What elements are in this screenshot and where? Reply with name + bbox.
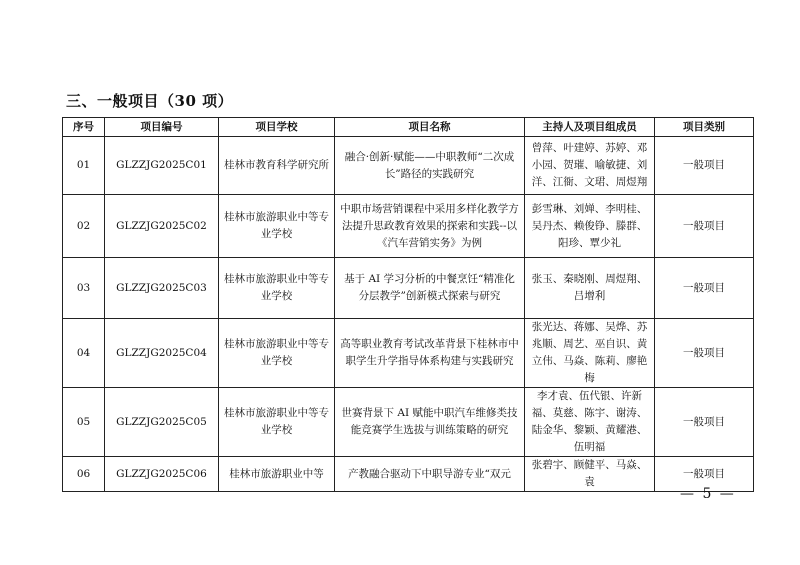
cell-code: GLZZJG2025C06 xyxy=(105,457,219,492)
cell-code: GLZZJG2025C03 xyxy=(105,258,219,319)
cell-school: 桂林市旅游职业中等专业学校 xyxy=(219,388,335,457)
cell-seq: 06 xyxy=(63,457,105,492)
cell-category: 一般项目 xyxy=(655,258,754,319)
cell-school: 桂林市旅游职业中等专业学校 xyxy=(219,319,335,388)
cell-project-name: 高等职业教育考试改革背景下桂林市中职学生升学指导体系构建与实践研究 xyxy=(335,319,525,388)
cell-code: GLZZJG2025C05 xyxy=(105,388,219,457)
header-members: 主持人及项目组成员 xyxy=(525,118,655,137)
cell-members: 彭雪琳、刘婵、李明桂、吴丹杰、赖俊铮、滕群、阳珍、覃少礼 xyxy=(525,195,655,258)
cell-category: 一般项目 xyxy=(655,457,754,492)
header-category: 项目类别 xyxy=(655,118,754,137)
cell-category: 一般项目 xyxy=(655,388,754,457)
table-header-row xyxy=(63,118,754,137)
cell-category: 一般项目 xyxy=(655,195,754,258)
header-name: 项目名称 xyxy=(335,118,525,137)
cell-seq: 01 xyxy=(63,137,105,195)
header-seq: 序号 xyxy=(63,118,105,137)
cell-code: GLZZJG2025C02 xyxy=(105,195,219,258)
cell-school: 桂林市旅游职业中等 xyxy=(219,457,335,492)
cell-seq: 03 xyxy=(63,258,105,319)
page-number: — 5 — xyxy=(680,486,736,502)
table-row xyxy=(63,137,754,195)
cell-project-name: 中职市场营销课程中采用多样化教学方法提升思政教育效果的探索和实践--以《汽车营销实务》为例 xyxy=(335,195,525,258)
cell-seq: 04 xyxy=(63,319,105,388)
cell-seq: 02 xyxy=(63,195,105,258)
cell-seq: 05 xyxy=(63,388,105,457)
cell-members: 张碧宇、顾健平、马焱、袁 xyxy=(525,457,655,492)
cell-code: GLZZJG2025C01 xyxy=(105,137,219,195)
table-row xyxy=(63,258,754,319)
cell-project-name: 融合·创新·赋能——中职教师“二次成长”路径的实践研究 xyxy=(335,137,525,195)
cell-project-name: 世赛背景下 AI 赋能中职汽车维修类技能竞赛学生选拔与训练策略的研究 xyxy=(335,388,525,457)
table-row xyxy=(63,457,754,492)
table-row xyxy=(63,319,754,388)
section-title: 三、一般项目（30 项） xyxy=(66,92,234,110)
cell-members: 张光达、蒋娜、吴烨、苏兆顺、周艺、巫自识、黄立伟、马焱、陈莉、廖艳梅 xyxy=(525,319,655,388)
projects-table xyxy=(62,117,754,492)
cell-project-name: 产教融合驱动下中职导游专业“双元 xyxy=(335,457,525,492)
cell-members: 张玉、秦晓刚、周煜翔、吕增利 xyxy=(525,258,655,319)
cell-school: 桂林市教育科学研究所 xyxy=(219,137,335,195)
header-code: 项目编号 xyxy=(105,118,219,137)
cell-category: 一般项目 xyxy=(655,319,754,388)
cell-members: 曾萍、叶建婷、苏婷、邓小园、贺璀、喻敏捷、刘洋、江衙、文珺、周煜翔 xyxy=(525,137,655,195)
cell-code: GLZZJG2025C04 xyxy=(105,319,219,388)
table-row xyxy=(63,388,754,457)
cell-category: 一般项目 xyxy=(655,137,754,195)
cell-project-name: 基于 AI 学习分析的中餐烹饪“精准化分层教学”创新模式探索与研究 xyxy=(335,258,525,319)
table-row xyxy=(63,195,754,258)
cell-school: 桂林市旅游职业中等专业学校 xyxy=(219,258,335,319)
cell-school: 桂林市旅游职业中等专业学校 xyxy=(219,195,335,258)
cell-members: 李才袁、伍代银、许新福、莫慈、陈宇、谢涛、陆金华、黎颖、黄耀港、伍明福 xyxy=(525,388,655,457)
header-school: 项目学校 xyxy=(219,118,335,137)
